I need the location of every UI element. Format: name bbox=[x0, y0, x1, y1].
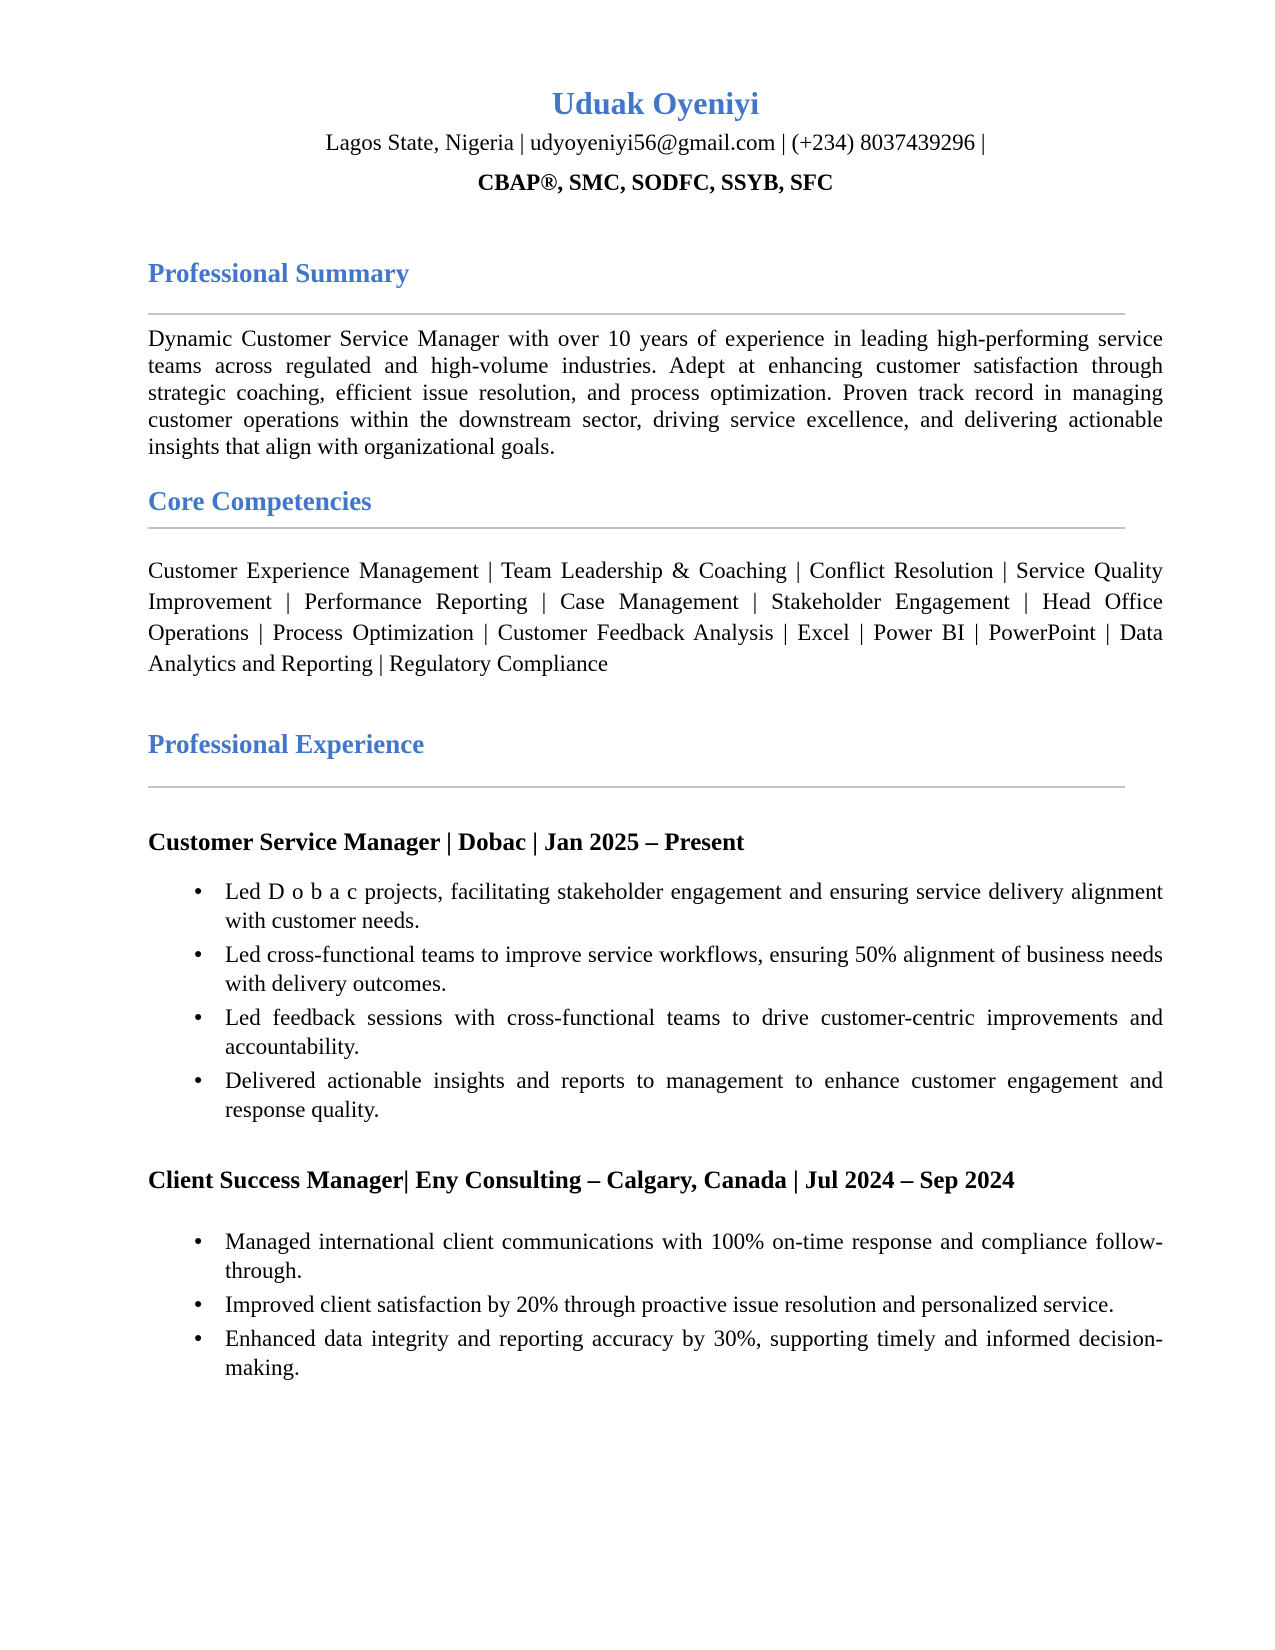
resume-header bbox=[148, 84, 1163, 196]
job-title: Customer Service Manager | Dobac | Jan 2025 – Present bbox=[148, 829, 745, 856]
certifications-line: CBAP®, SMC, SODFC, SSYB, SFC bbox=[477, 170, 834, 195]
job-bullet bbox=[148, 1066, 1163, 1124]
competencies-heading: Core Competencies bbox=[148, 486, 372, 516]
job-bullet-text: Led D o b a c projects, facilitating stakeholder engagement and ensuring service delivery alignment with customer needs. bbox=[225, 879, 1163, 933]
section-professional-summary bbox=[148, 258, 1163, 460]
section-professional-experience bbox=[148, 729, 1163, 1382]
job-bullet bbox=[148, 1324, 1163, 1382]
bullet-icon: ● bbox=[194, 1331, 203, 1346]
bullet-icon: ● bbox=[194, 884, 203, 899]
competencies-text: Customer Experience Management | Team Leadership & Coaching | Conflict Resolution | Service Quality Improvement | Performance Reporting | Case Management | Stakeholder Engagement | Head Office Operations | Process Optimization | Customer Feedback Analysis | Excel | Power BI | PowerPoint | Data Analytics and Reporting | Regulatory Compliance bbox=[148, 558, 1163, 676]
bullet-icon: ● bbox=[194, 1073, 203, 1088]
job-bullet-list bbox=[148, 1227, 1163, 1382]
job-bullet bbox=[148, 1003, 1163, 1061]
experience-heading: Professional Experience bbox=[148, 729, 425, 759]
bullet-icon: ● bbox=[194, 947, 203, 962]
job-bullet-list bbox=[148, 877, 1163, 1124]
bullet-icon: ● bbox=[194, 1297, 203, 1312]
bullet-icon: ● bbox=[194, 1234, 203, 1249]
job-bullet bbox=[148, 877, 1163, 935]
job-bullet bbox=[148, 1290, 1163, 1319]
job-bullet-text: Led feedback sessions with cross-functional teams to drive customer-centric improvements and accountability. bbox=[225, 1005, 1163, 1059]
competencies-divider bbox=[148, 527, 1125, 529]
summary-text: Dynamic Customer Service Manager with over 10 years of experience in leading high-performing service teams across regulated and high-volume industries. Adept at enhancing customer satisfaction through strategic coaching, efficient issue resolution, and process optimization. Proven track record in managing customer operations within the downstream sector, driving service excellence, and delivering actionable insights that align with organizational goals. bbox=[148, 326, 1163, 459]
contact-line: Lagos State, Nigeria | udyoyeniyi56@gmail.com | (+234) 8037439296 | bbox=[325, 130, 986, 155]
job-bullet-text: Managed international client communications with 100% on-time response and compliance follow-through. bbox=[225, 1229, 1163, 1283]
job-entry-1 bbox=[148, 828, 1163, 1124]
candidate-name: Uduak Oyeniyi bbox=[551, 85, 760, 121]
section-core-competencies bbox=[148, 486, 1163, 679]
bullet-icon: ● bbox=[194, 1010, 203, 1025]
job-title: Client Success Manager| Eny Consulting – Calgary, Canada | Jul 2024 – Sep 2024 bbox=[148, 1167, 1015, 1194]
job-entry-2 bbox=[148, 1166, 1163, 1382]
summary-divider bbox=[148, 313, 1125, 315]
job-bullet bbox=[148, 940, 1163, 998]
job-bullet-text: Enhanced data integrity and reporting accuracy by 30%, supporting timely and informed decision-making. bbox=[225, 1326, 1163, 1380]
job-bullet-text: Led cross-functional teams to improve service workflows, ensuring 50% alignment of business needs with delivery outcomes. bbox=[225, 942, 1163, 996]
experience-divider bbox=[148, 786, 1125, 788]
summary-heading: Professional Summary bbox=[148, 258, 410, 288]
job-bullet bbox=[148, 1227, 1163, 1285]
job-bullet-text: Improved client satisfaction by 20% through proactive issue resolution and personalized service. bbox=[225, 1292, 1115, 1317]
job-bullet-text: Delivered actionable insights and reports to management to enhance customer engagement and response quality. bbox=[225, 1068, 1163, 1122]
